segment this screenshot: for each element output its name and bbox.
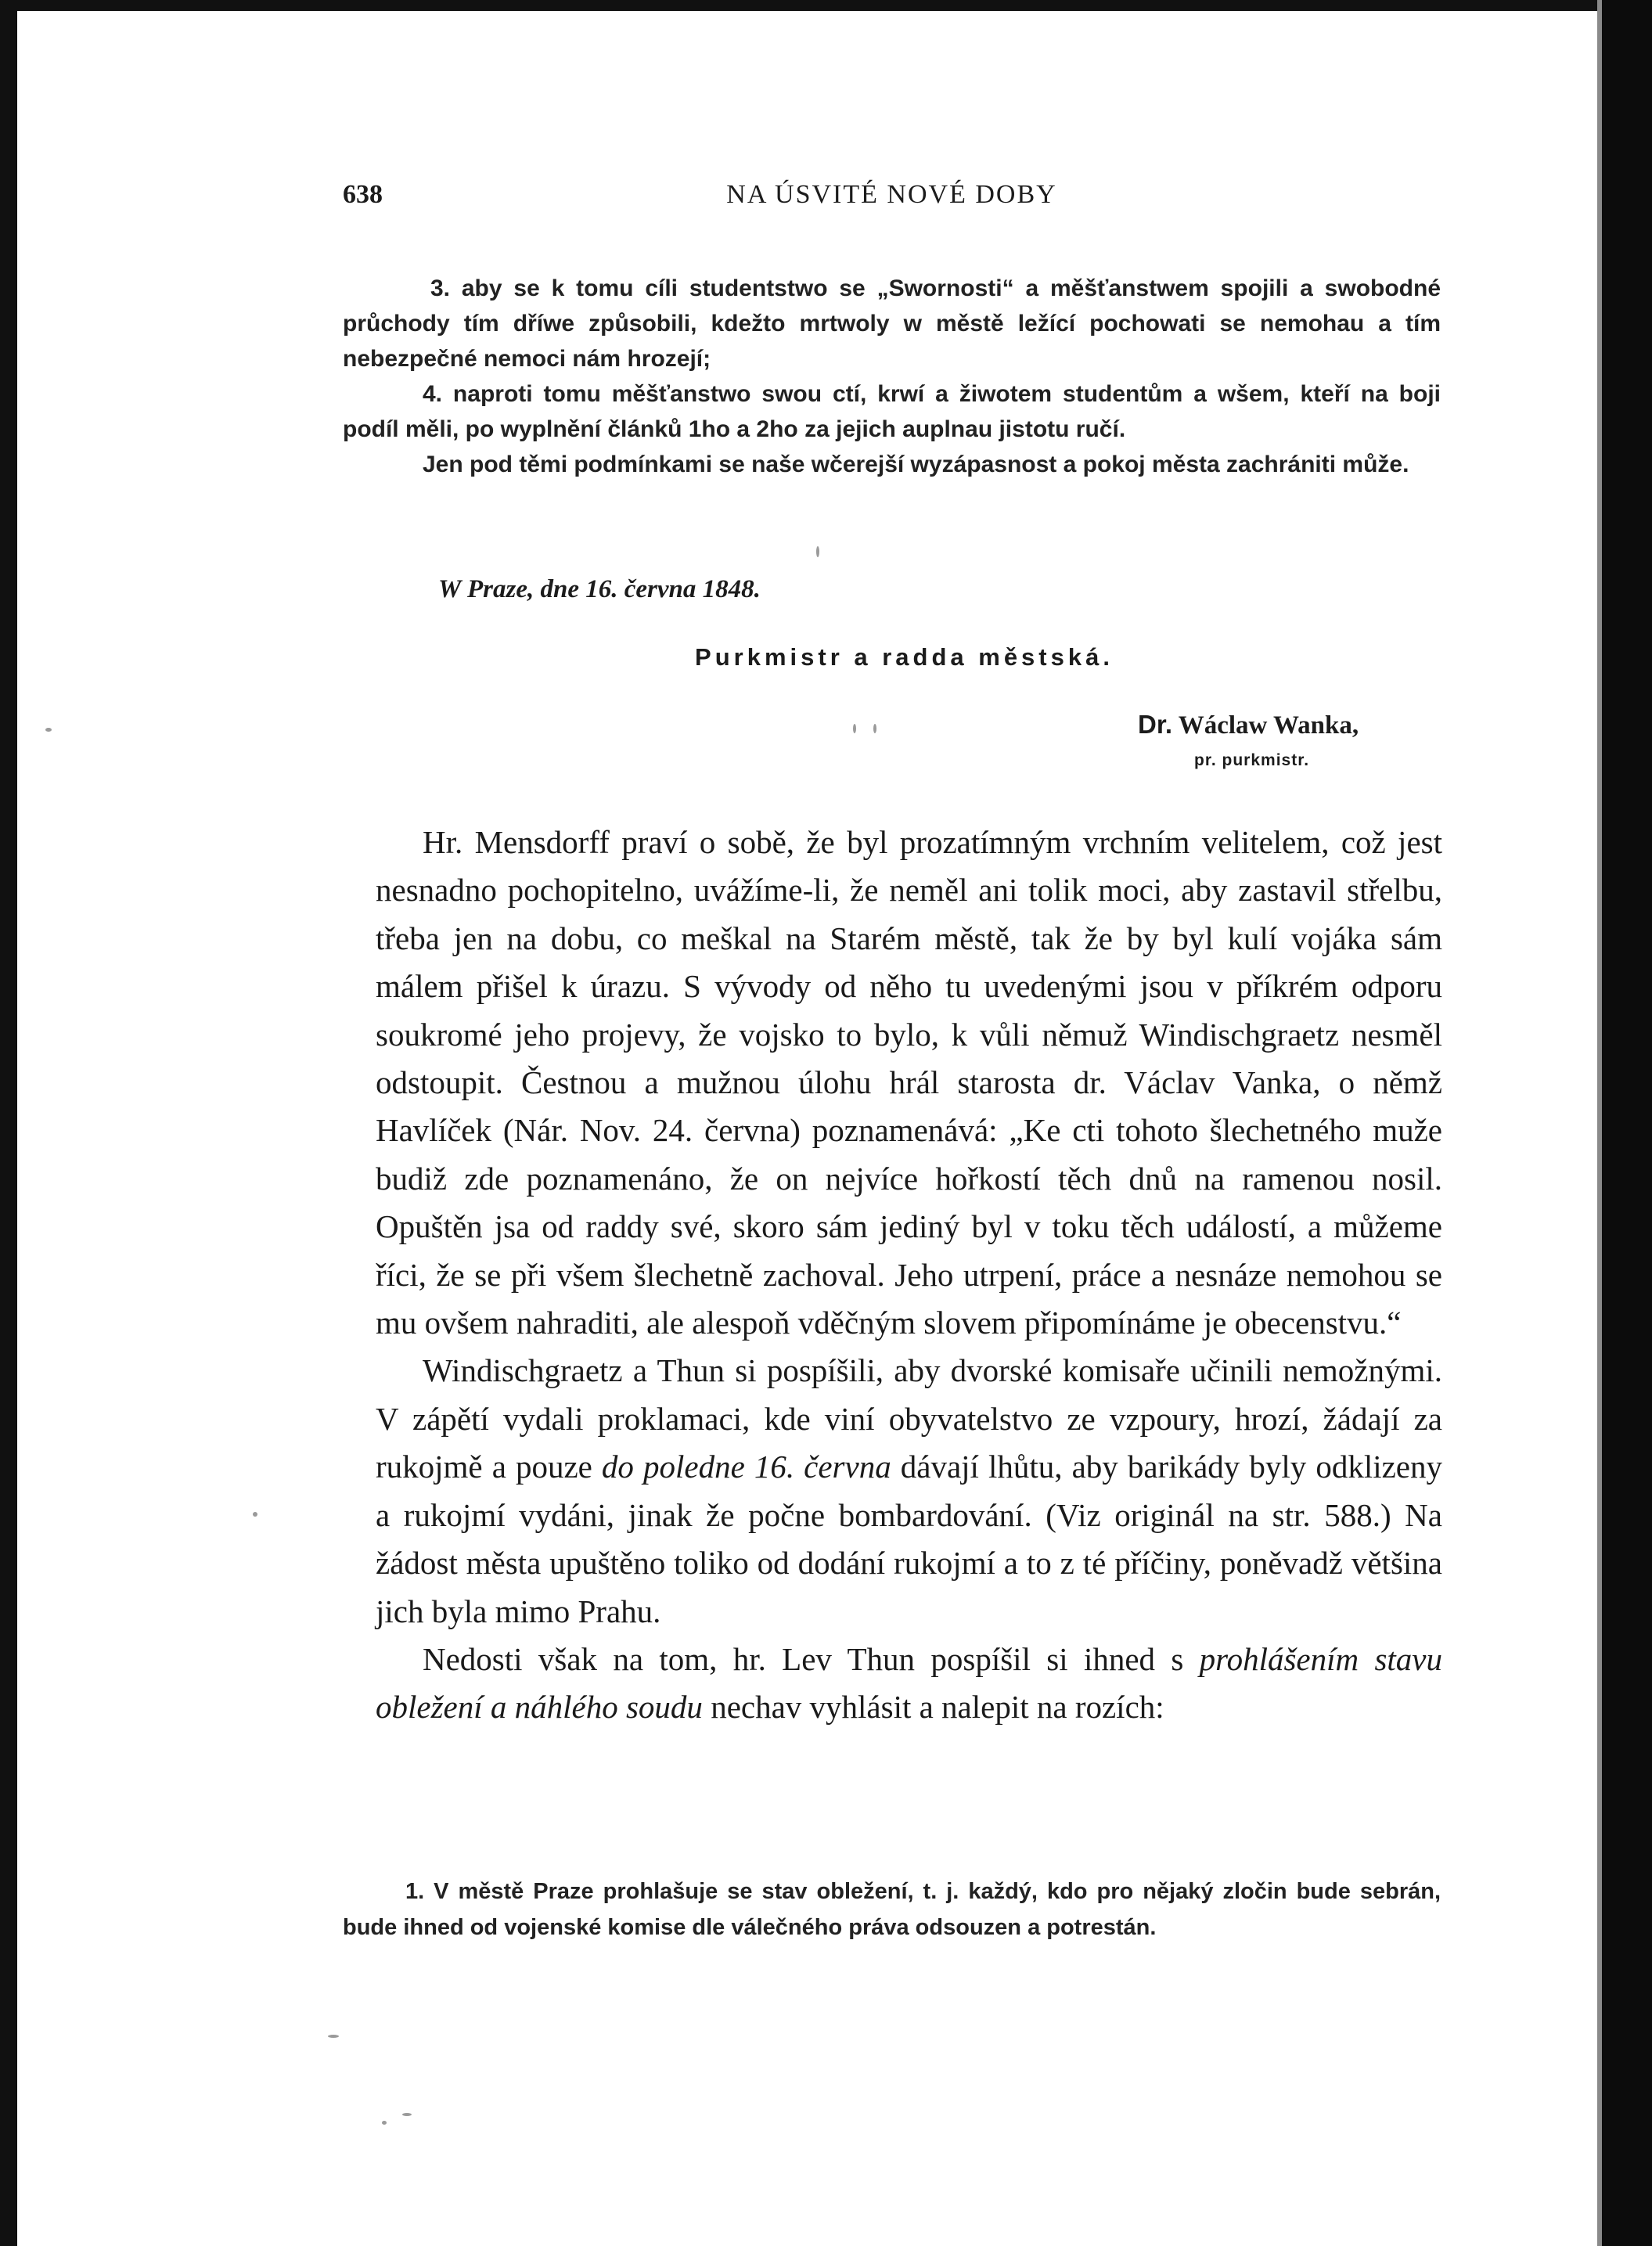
paragraph-2-emphasis: do poledne 16. června bbox=[601, 1449, 891, 1485]
scan-speck bbox=[816, 546, 819, 557]
paragraph-2 bbox=[376, 1347, 1442, 1635]
paragraph-3-emphasis: prohlášením stavu obležení a náhlého soudu bbox=[376, 1640, 1443, 1726]
signature-name: Wáclaw Wanka, bbox=[1178, 711, 1359, 740]
decree-council: Purkmistr a radda městská. bbox=[695, 643, 1114, 671]
paragraph-2-part-b: dávají lhůtu, aby barikády byly odklizeny a rukojmí vydáni, jinak že počne bombardování. (Viz originál na str. 588.) Na žádost města upuštěno toliko od dodání rukojmí a to z té příčiny, poněvadž většina jich byla mimo Prahu. bbox=[376, 1449, 1442, 1629]
paragraph-2-part-a: Windischgraetz a Thun si pospíšili, aby dvorské komisaře učinili nemožnými. V zápětí vydali proklamaci, kde viní obyvatelstvo ze vzpoury, hrozí, žádají za rukojmě a pouze bbox=[376, 1352, 1442, 1485]
signature-title: pr. purkmistr. bbox=[1194, 751, 1310, 769]
running-title: NA ÚSVITÉ NOVÉ DOBY bbox=[726, 180, 1057, 209]
paragraph-3 bbox=[376, 1636, 1442, 1732]
proclamation-item-1: 1. V městě Praze prohlašuje se stav obležení, t. j. každý, kdo pro nějaký zločin bude sebrán, bude ihned od vojenské komise dle válečného práva odsouzen a potrestán. bbox=[343, 1879, 1441, 1940]
signature bbox=[1138, 710, 1359, 740]
page-header bbox=[343, 180, 1441, 227]
decree-date: W Praze, dne 16. června 1848. bbox=[438, 575, 761, 603]
proclamation-text bbox=[343, 1873, 1441, 1945]
decree-closing: Jen pod těmi podmínkami se naše wčerejší wyzápasnost a pokoj města zachrániti může. bbox=[423, 452, 1409, 477]
decree-item-4: 4. naproti tomu měšťanstwo swou ctí, krwí a žiwotem studentům a wšem, kteří na boji podíl měli, po wyplnění článků 1ho a 2ho za jejich auplnau jistotu ručí. bbox=[343, 381, 1441, 442]
scan-border-left bbox=[0, 0, 17, 2246]
paragraph-3-part-a: Nedosti však na tom, hr. Lev Thun pospíšil si ihned s bbox=[423, 1640, 1200, 1677]
scan-border-top bbox=[0, 0, 1652, 11]
decree-item-3: 3. aby se k tomu cíli studentstwo se „Swornosti“ a měšťanstwem spojili a swobodné průchody tím dříwe způsobili, kdežto mrtwoly w městě ležící pochowati se nemohau a tím nebezpečné nemoci nám hrozejí; bbox=[343, 275, 1441, 372]
scan-speck bbox=[853, 724, 856, 733]
scan-speck bbox=[253, 1512, 257, 1517]
main-text bbox=[376, 819, 1442, 1732]
decree-text bbox=[343, 271, 1441, 482]
scan-speck bbox=[45, 728, 52, 732]
scan-border-right bbox=[1602, 0, 1652, 2246]
page-number: 638 bbox=[343, 180, 383, 209]
paragraph-3-part-b: nechav vyhlásit a nalepit na rozích: bbox=[702, 1689, 1164, 1726]
scan-speck bbox=[328, 2035, 339, 2038]
signature-prefix: Dr. bbox=[1138, 710, 1173, 739]
scan-speck bbox=[382, 2121, 387, 2125]
paragraph-1: Hr. Mensdorff praví o sobě, že byl prozatímným vrchním velitelem, což jest nesnadno pochopitelno, uvážíme-li, že neměl ani tolik moci, aby zastavil střelbu, třeba jen na dobu, co meškal na Starém městě, tak že by byl kulí vojáka sám málem přišel k úrazu. S vývody od něho tu uvedenými jsou v příkrém odporu soukromé jeho projevy, že vojsko to bylo, k vůli němuž Windischgraetz nesměl odstoupit. Čestnou a mužnou úlohu hrál starosta dr. Václav Vanka, o němž Havlíček (Nár. Nov. 24. června) poznamenává: „Ke cti tohoto šlechetného muže budiž zde poznamenáno, že on nejvíce hořkostí těch dnů na ramenou nosil. Opuštěn jsa od raddy své, skoro sám jediný byl v toku těch událostí, a můžeme říci, že se při všem šlechetně zachoval. Jeho utrpení, práce a nesnáze nemohou se mu ovšem nahraditi, ale alespoň vděčným slovem připomínáme je obecenstvu.“ bbox=[376, 824, 1442, 1341]
scan-speck bbox=[873, 724, 876, 733]
scan-speck bbox=[402, 2113, 412, 2116]
